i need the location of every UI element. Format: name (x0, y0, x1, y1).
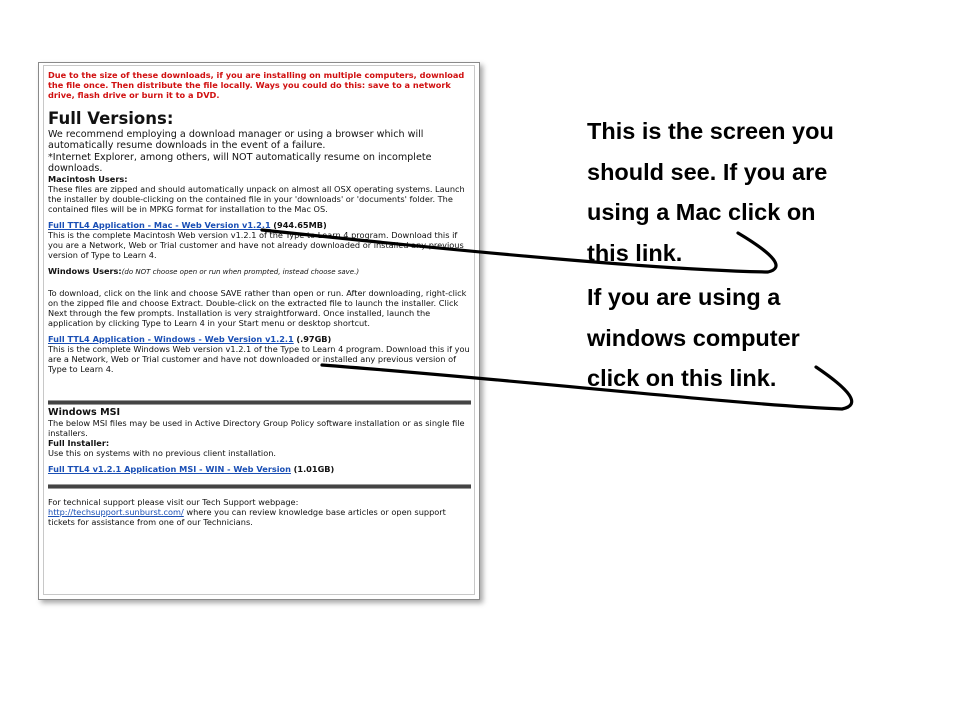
mac-file-size: (944.65MB) (273, 220, 327, 231)
msi-file-size: (1.01GB) (293, 464, 335, 475)
mac-download-row (48, 220, 471, 230)
windows-msi-heading: Windows MSI (48, 407, 121, 419)
mac-callout (587, 111, 887, 273)
tech-support-info (48, 497, 471, 527)
windows-users-row (48, 266, 471, 277)
full-installer-description: Use this on systems with no previous client installation. (48, 448, 276, 459)
section-divider (48, 484, 471, 489)
windows-instructions: To download, click on the link and choose SAVE rather than open or run. After downloading, right-click on the zipped file and choose Extract. Double-click on the extracted file to launch the installer. Click Next through the few prompts. Installation is very straightforward. Once installed, launch the application by clicking Type to Learn 4 in your Start menu or desktop shortcut. (48, 288, 467, 329)
section-divider (48, 400, 471, 405)
msi-download-link[interactable]: Full TTL4 v1.2.1 Application MSI - WIN - Web Version (48, 464, 292, 475)
callout-line: this link. (587, 239, 683, 266)
windows-save-note: (do NOT choose open or run when prompted, instead choose save.) (121, 268, 360, 277)
macintosh-instructions: These files are zipped and should automatically unpack on almost all OSX operating systems. Launch the installer by double-clicking on the contained file in your 'downloads' or 'documents' folder. The contained files will be in MPKG format for installation to the Mac OS. (48, 184, 465, 215)
mac-download-description: This is the complete Macintosh Web version v1.2.1 of the Type to Learn 4 program. Download this if you are a Network, Web or Trial customer and have not already downloaded or installed any previous version of Type to Learn 4. (48, 230, 464, 261)
windows-download-description: This is the complete Windows Web version v1.2.1 of the Type to Learn 4 program. Download this if you are a Network, Web or Trial customer and have not downloaded or installed any previous version of Type to Learn 4. (48, 344, 470, 375)
download-size-warning: Due to the size of these downloads, if you are installing on multiple computers, download the file once. Then distribute the file locally. Ways you could do this: save to a network drive, flash drive or burn it to a DVD. (48, 70, 465, 100)
full-installer-heading: Full Installer: (48, 438, 110, 449)
callout-line: click on this link. (587, 365, 777, 391)
download-page-screenshot (38, 62, 480, 600)
callout-line: using a Mac click on (587, 199, 816, 225)
full-versions-heading: Full Versions: (48, 109, 174, 128)
mac-download-link[interactable]: Full TTL4 Application - Mac - Web Version v1.2.1 (48, 220, 271, 231)
msi-download-row (48, 464, 471, 474)
download-page-content (43, 65, 475, 595)
windows-download-row (48, 334, 471, 344)
internet-explorer-note: *Internet Explorer, among others, will NOT automatically resume on incomplete downloads. (48, 151, 432, 174)
callout-line: This is the screen you (587, 118, 834, 144)
callout-line: should see. If you are (587, 158, 828, 185)
callout-line: windows computer (587, 324, 800, 351)
windows-file-size: (.97GB) (296, 334, 332, 345)
tech-support-link[interactable]: http://techsupport.sunburst.com/ (48, 507, 184, 518)
msi-description: The below MSI files may be used in Active Directory Group Policy software installation or as single file installers. (48, 418, 465, 439)
tech-support-text-2: where you can review knowledge base articles or open support tickets for assistance from one of our Technicians. (48, 507, 446, 528)
windows-callout (587, 277, 887, 399)
callout-line: If you are using a (587, 284, 781, 310)
windows-download-link[interactable]: Full TTL4 Application - Windows - Web Version v1.2.1 (48, 334, 294, 345)
tech-support-text: For technical support please visit our Tech Support webpage: (48, 497, 299, 508)
windows-users-heading: Windows Users: (48, 266, 122, 277)
macintosh-users-heading: Macintosh Users: (48, 174, 128, 185)
download-manager-advice: We recommend employing a download manager or using a browser which will automatically resume downloads in the event of a failure. (48, 129, 424, 152)
